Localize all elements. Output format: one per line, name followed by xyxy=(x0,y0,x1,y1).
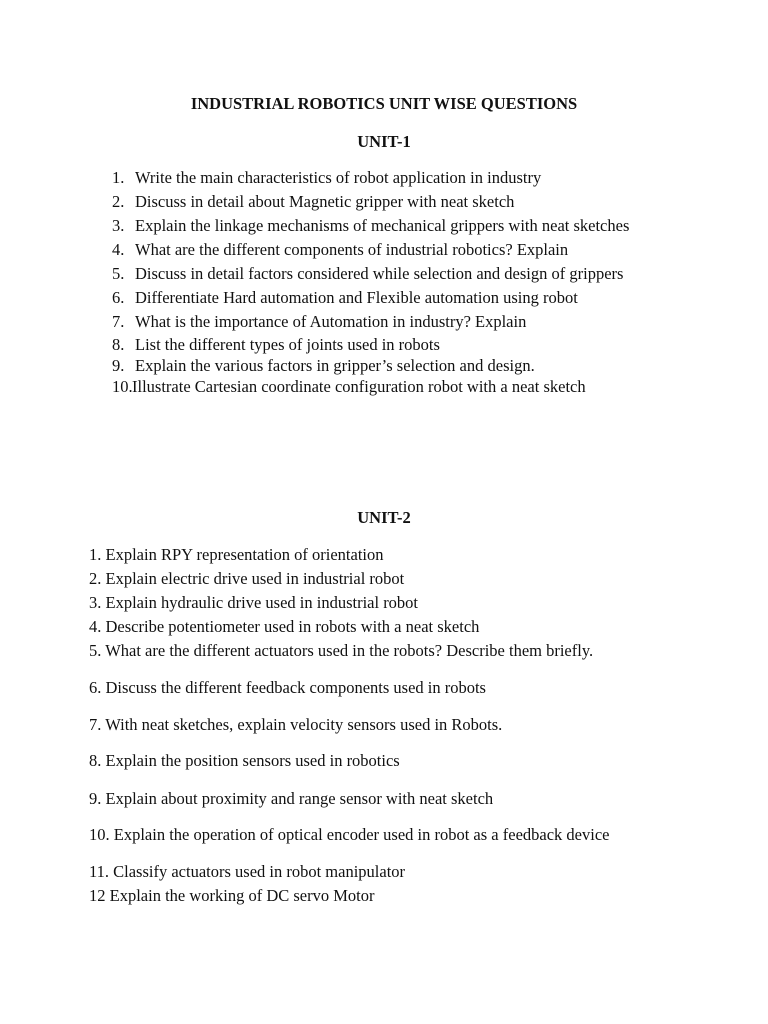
question-text: Explain the linkage mechanisms of mechanical grippers with neat sketches xyxy=(135,216,630,235)
unit2-question-8: 8. Explain the position sensors used in robotics xyxy=(89,751,400,770)
question-text: Illustrate Cartesian coordinate configuration robot with a neat sketch xyxy=(132,377,586,396)
question-number: 2. xyxy=(112,192,125,211)
unit2-question-5: 5. What are the different actuators used in the robots? Describe them briefly. xyxy=(89,641,594,660)
unit2-question-2: 2. Explain electric drive used in industrial robot xyxy=(89,569,405,588)
unit1-question-6 xyxy=(112,288,578,308)
unit2-question-1: 1. Explain RPY representation of orientation xyxy=(89,545,384,564)
unit1-question-9 xyxy=(112,356,535,376)
unit1-heading: UNIT-1 xyxy=(357,132,411,151)
unit1-question-7 xyxy=(112,312,526,332)
unit2-question-12: 12 Explain the working of DC servo Motor xyxy=(89,886,375,905)
question-text: What are the different components of industrial robotics? Explain xyxy=(135,240,569,259)
unit1-question-4 xyxy=(112,240,568,260)
question-number: 7. xyxy=(112,312,125,331)
question-number: 6. xyxy=(112,288,125,307)
question-number: 3. xyxy=(112,216,125,235)
question-number: 10. xyxy=(112,377,133,396)
question-number: 1. xyxy=(112,168,125,187)
question-number: 9. xyxy=(112,356,125,375)
unit1-question-2 xyxy=(112,192,514,212)
question-text: Write the main characteristics of robot application in industry xyxy=(135,168,542,187)
unit1-question-10 xyxy=(112,377,586,397)
unit1-question-3 xyxy=(112,216,629,236)
unit2-heading: UNIT-2 xyxy=(357,508,411,527)
question-text: Differentiate Hard automation and Flexible automation using robot xyxy=(135,288,578,307)
question-text: Explain the various factors in gripper’s selection and design. xyxy=(135,356,535,375)
question-text: What is the importance of Automation in industry? Explain xyxy=(135,312,527,331)
unit1-question-5 xyxy=(112,264,623,284)
question-text: List the different types of joints used in robots xyxy=(135,335,440,354)
unit2-question-7: 7. With neat sketches, explain velocity sensors used in Robots. xyxy=(89,715,503,734)
unit2-question-6: 6. Discuss the different feedback components used in robots xyxy=(89,678,486,697)
question-number: 4. xyxy=(112,240,125,259)
question-text: Discuss in detail about Magnetic gripper with neat sketch xyxy=(135,192,515,211)
question-text: Discuss in detail factors considered while selection and design of grippers xyxy=(135,264,624,283)
unit2-question-10: 10. Explain the operation of optical encoder used in robot as a feedback device xyxy=(89,825,610,844)
unit2-question-9: 9. Explain about proximity and range sensor with neat sketch xyxy=(89,789,494,808)
unit2-question-4: 4. Describe potentiometer used in robots with a neat sketch xyxy=(89,617,480,636)
unit1-question-1 xyxy=(112,168,541,188)
question-number: 8. xyxy=(112,335,125,354)
unit1-question-8 xyxy=(112,335,440,355)
question-number: 5. xyxy=(112,264,125,283)
unit2-question-11: 11. Classify actuators used in robot manipulator xyxy=(89,862,406,881)
unit2-question-3: 3. Explain hydraulic drive used in industrial robot xyxy=(89,593,419,612)
document-title: INDUSTRIAL ROBOTICS UNIT WISE QUESTIONS xyxy=(190,94,578,113)
